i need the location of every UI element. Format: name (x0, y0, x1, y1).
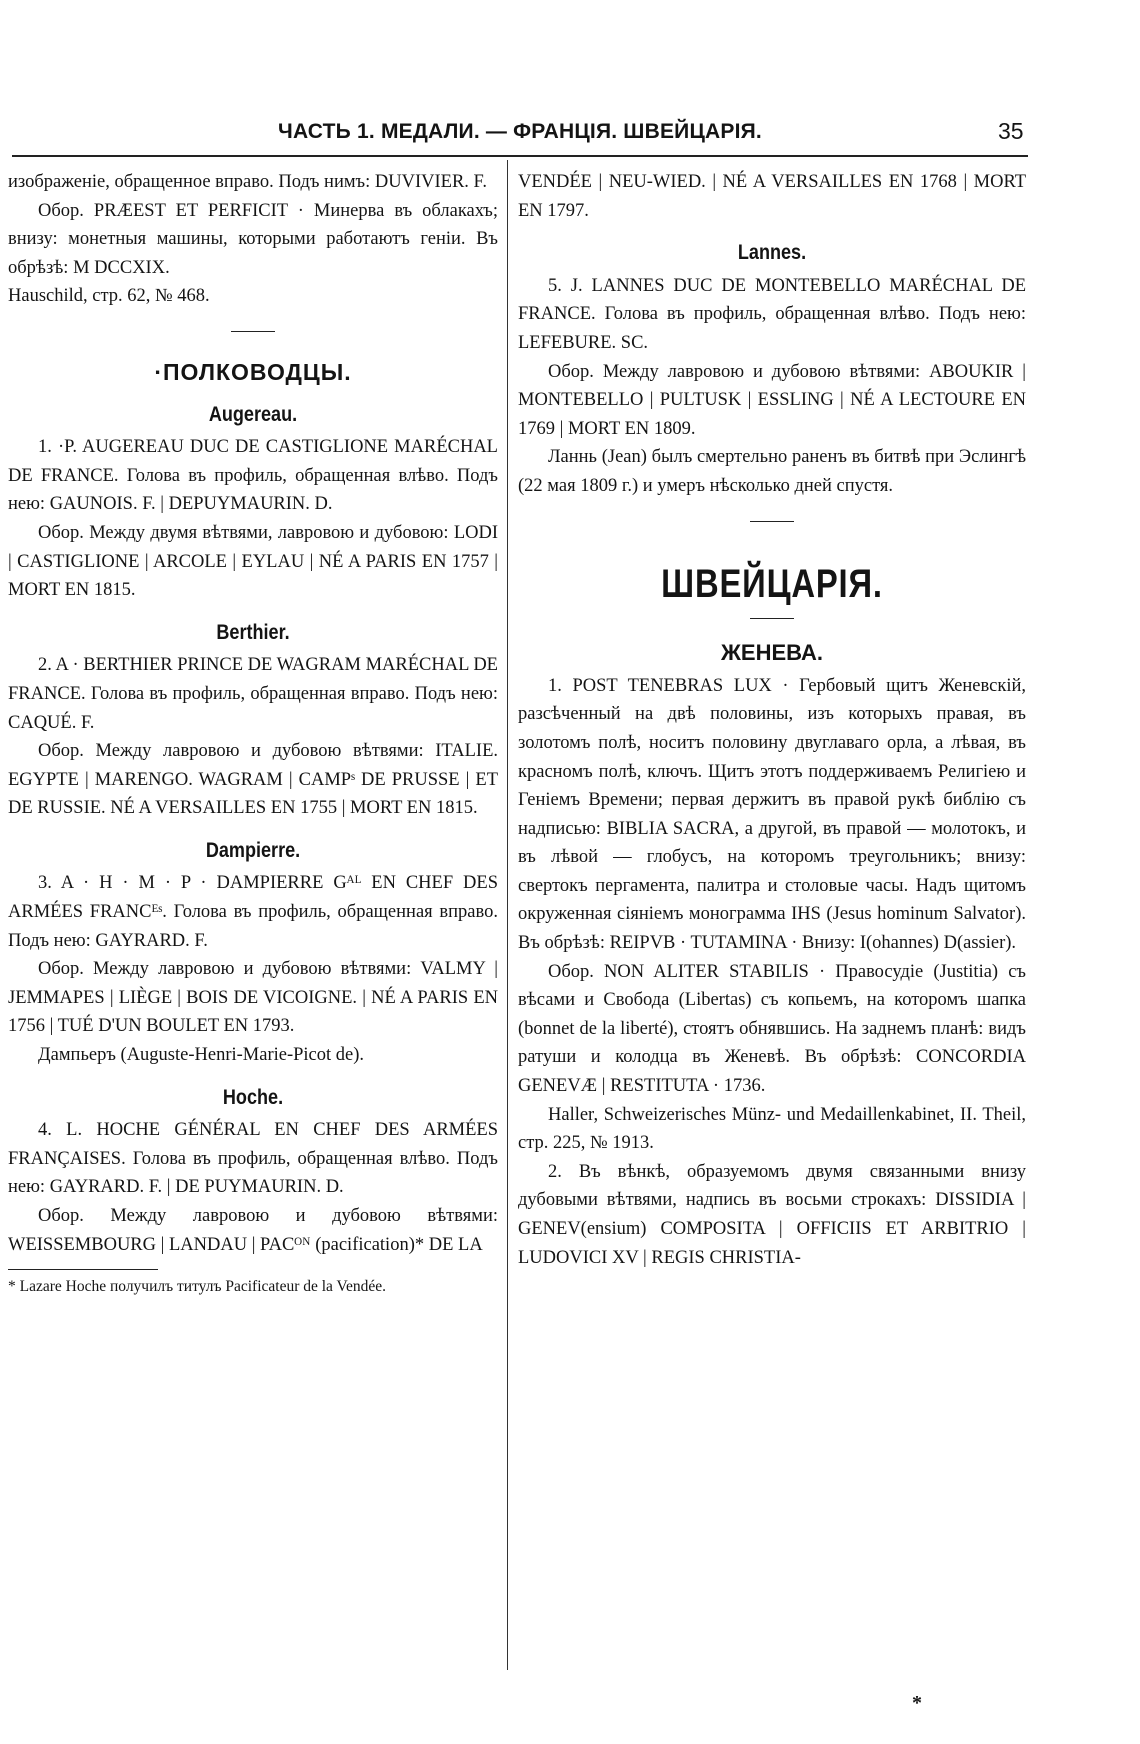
entry-note-lannes: Ланнь (Jean) былъ смертельно раненъ въ битвѣ при Эслингѣ (22 мая 1809 г.) и умеръ нѣсколько дней спустя. (518, 447, 1026, 496)
intro-paragraph: изображеніе, обращенное вправо. Подъ нимъ: DUVIVIER. F. (8, 172, 487, 192)
hoche-continuation: VENDÉE | NEU-WIED. | NÉ A VERSAILLES EN 1768 | MORT EN 1797. (518, 172, 1026, 221)
geneva-entry-1: 1. POST TENEBRAS LUX · Гербовый щитъ Женевскій, разсѣченный на двѣ половины, изъ которыхъ правая, въ золотомъ полѣ, носитъ половину двуглаваго орла, а лѣвая, въ красномъ полѣ, ключъ. Щитъ этотъ поддерживаемъ Религіею и Геніемъ Времени; первая держитъ въ правой рукѣ библію съ надписью: BIBLIA SACRA, а другой, въ правой — молотокъ, и въ лѣвой — глобусъ, на которомъ треугольникъ; внизу: свертокъ пергамента, палитра и столовые часы. Надъ щитомъ окруженная сіяніемъ монограмма IHS (Jesus hominum Salvator). Въ обрѣзѣ: REIPVB · TUTAMINA · Внизу: I(ohannes) D(assier). (518, 675, 1026, 954)
right-column (518, 168, 1026, 1272)
entry-obverse-lannes: Обор. Между лавровою и дубовою вѣтвями: ABOUKIR | MONTEBELLO | PULTUSK | ESSLING | NÉ A LECTOURE EN 1769 | MORT EN 1809. (518, 361, 1026, 439)
entry-text-hoche: 4. L. HOCHE GÉNÉRAL EN CHEF DES ARMÉES FRANÇAISES. Голова въ профиль, обращенная влѣво. Подъ нею: GAYRARD. F. | DE PUYMAURIN. D. (8, 1120, 498, 1198)
header-title: ЧАСТЬ 1. МЕДАЛИ. — ФРАНЦІЯ. ШВЕЙЦАРІЯ. (278, 120, 762, 143)
entry-note-dampierre: Дампьеръ (Auguste-Henri-Marie-Picot de). (38, 1045, 365, 1066)
entry-text-berthier: 2. A · BERTHIER PRINCE DE WAGRAM MARÉCHAL DE FRANCE. Голова въ профиль, обращенная вправо. Подъ нею: CAQUÉ. F. (8, 655, 498, 733)
column-divider (507, 160, 508, 1670)
entry-obverse-hoche: Обор. Между лавровою и дубовою вѣтвями: WEISSEMBOURG | LANDAU | PACᴼᴺ (pacification)* DE LA (8, 1206, 498, 1255)
intro-obverse: Обор. PRÆEST ET PERFICIT · Минерва въ облакахъ; внизу: монетныя машины, которыми работаютъ геніи. Въ обрѣзѣ: M DCCXIX. (8, 200, 498, 278)
entry-obverse-dampierre: Обор. Между лавровою и дубовою вѣтвями: VALMY | JEMMAPES | LIÈGE | BOIS DE VICOIGNE. | NÉ A PARIS EN 1756 | TUÉ D'UN BOULET EN 1793. (8, 959, 498, 1037)
entry-obverse-augereau: Обор. Между двумя вѣтвями, лавровою и дубовою: LODI | CASTIGLIONE | ARCOLE | EYLAU | NÉ A PARIS EN 1757 | MORT EN 1815. (8, 522, 498, 601)
entry-text-augereau: 1. ·P. AUGEREAU DUC DE CASTIGLIONE MARÉCHAL DE FRANCE. Голова въ профиль, обращенная влѣво. Подъ нею: GAUNOIS. F. | DEPUYMAURIN. D. (8, 437, 498, 515)
footnote: * Lazare Hoche получилъ титулъ Pacificateur de la Vendée. (8, 1278, 387, 1296)
header-rule (12, 155, 1028, 157)
geneva-entry-1-reference: Haller, Schweizerisches Münz- und Medaillenkabinet, II. Theil, стр. 225, № 1913. (518, 1104, 1026, 1154)
country-title: ШВЕЙЦАРІЯ. (661, 561, 883, 606)
footnote-rule (8, 1269, 158, 1270)
city-title: ЖЕНЕВА. (721, 640, 823, 666)
entry-name-augereau: Augereau. (208, 402, 298, 426)
entry-name-dampierre: Dampierre. (205, 838, 301, 862)
section-divider (231, 331, 275, 332)
entry-text-lannes: 5. J. LANNES DUC DE MONTEBELLO MARÉCHAL DE FRANCE. Голова въ профиль, обращенная влѣво. Подъ нею: LEFEBURE. SC. (518, 275, 1026, 353)
running-header (0, 116, 1140, 152)
intro-reference: Hauschild, стр. 62, № 468. (8, 286, 210, 307)
title-divider (750, 618, 794, 619)
geneva-entry-2: 2. Въ вѣнкѣ, образуемомъ двумя связанными внизу дубовыми вѣтвями, надпись въ восьми строкахъ: DISSIDIA | GENEV(ensium) COMPOSITA | OFFICIIS ET ARBITRIO | LUDOVICI XV | REGIS CHRISTIA- (518, 1161, 1026, 1268)
entry-name-hoche: Hoche. (222, 1085, 284, 1109)
page-number: 35 (998, 118, 1024, 144)
geneva-entry-1-obverse: Обор. NON ALITER STABILIS · Правосудіе (Justitia) съ вѣсами и Свобода (Libertas) съ копьемъ, на которомъ шапка (bonnet de la liberté), стоятъ обнявшись. На заднемъ планѣ: видъ ратуши и колодца въ Женевѣ. Въ обрѣзѣ: CONCORDIA GENEVÆ | RESTITUTA · 1736. (518, 961, 1026, 1097)
entry-text-dampierre: 3. A · H · M · P · DAMPIERRE Gᴬᴸ EN CHEF DES ARMÉES FRANCᴱˢ. Голова въ профиль, обращенная вправо. Подъ нею: GAYRARD. F. (8, 873, 498, 951)
section-divider (750, 521, 794, 522)
left-column (8, 168, 498, 1298)
entry-name-berthier: Berthier. (216, 620, 290, 644)
section-title-commanders: ·ПОЛКОВОДЦЫ. (154, 358, 352, 385)
entry-name-lannes: Lannes. (737, 241, 807, 265)
entry-obverse-berthier: Обор. Между лавровою и дубовою вѣтвями: ITALIE. EGYPTE | MARENGO. WAGRAM | CAMPˢ DE PRUSSE | ET DE RUSSIE. NÉ A VERSAILLES EN 1755 | MORT EN 1815. (8, 741, 498, 819)
signature-mark: * (912, 1692, 922, 1714)
